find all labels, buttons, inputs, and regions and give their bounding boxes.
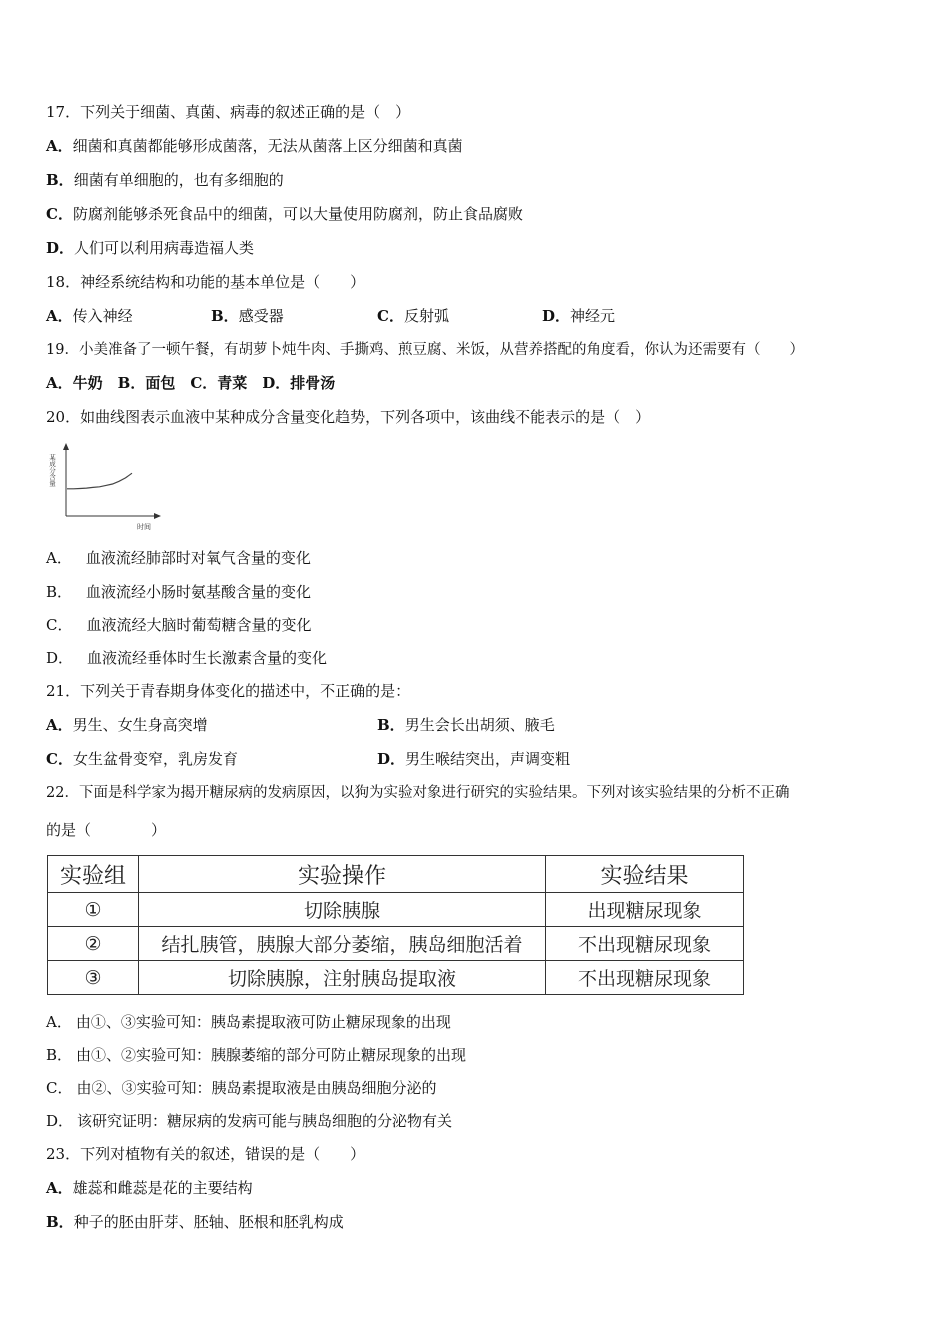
table-cell: 不出现糖尿现象 (546, 961, 744, 995)
option-label: A． (46, 1179, 73, 1197)
q18-stem: 18．神经系统结构和功能的基本单位是（ ） (46, 273, 366, 291)
option-label: B． (377, 716, 405, 734)
q18-option-d (542, 306, 615, 326)
option-label: A． (46, 1013, 72, 1031)
table-row (48, 927, 744, 961)
option-label: D． (377, 750, 406, 768)
table-row (48, 961, 744, 995)
option-text: 血液流经垂体时生长激素含量的变化 (87, 649, 328, 667)
option-text: 由①、③实验可知：胰岛素提取液可防止糖尿现象的出现 (75, 1013, 451, 1031)
option-label: B． (46, 1046, 73, 1064)
option-label: C． (46, 750, 73, 768)
option-text: 男生、女生身高突增 (72, 716, 208, 734)
q17-option-b (46, 170, 284, 190)
q20-option-b (46, 582, 311, 602)
q20-line-chart (44, 440, 164, 535)
table-cell: ③ (48, 961, 139, 995)
q21-option-a (46, 715, 208, 735)
option-label: B． (211, 307, 239, 325)
option-text: 由②、③实验可知：胰岛素提取液是由胰岛细胞分泌的 (76, 1079, 437, 1097)
option-text: 神经元 (570, 307, 616, 325)
option-text: 防腐剂能够杀死食品中的细菌，可以大量使用防腐剂，防止食品腐败 (72, 205, 523, 223)
option-text: 血液流经大脑时葡萄糖含量的变化 (86, 616, 312, 634)
q22-option-b (46, 1045, 466, 1065)
option-label: A． (46, 307, 73, 325)
table-header-cell: 实验操作 (139, 856, 546, 893)
table-cell: 结扎胰管，胰腺大部分萎缩，胰岛细胞活着 (139, 927, 546, 961)
option-label: A． (46, 716, 73, 734)
q21-stem: 21．下列关于青春期身体变化的描述中，不正确的是： (46, 682, 411, 700)
q19-stem: 19．小美准备了一顿午餐，有胡萝卜炖牛肉、手撕鸡、煎豆腐、米饭，从营养搭配的角度看，你认为还需要有（ ） (46, 342, 804, 358)
q23-stem: 23．下列对植物有关的叙述，错误的是（ ） (46, 1145, 366, 1163)
q21-option-b (377, 715, 555, 735)
q20-option-d (46, 648, 327, 668)
q18-option-a (46, 306, 133, 326)
option-label: C． (46, 205, 73, 223)
option-text: 血液流经小肠时氨基酸含量的变化 (86, 583, 312, 601)
option-label: D． (46, 649, 74, 667)
option-label: D． (542, 307, 571, 325)
table-cell: ② (48, 927, 139, 961)
q18-option-b (211, 306, 284, 326)
q22-stem-line2: 的是（ ） (46, 821, 167, 839)
option-label: C． (46, 1079, 73, 1097)
option-label: B． (46, 583, 73, 601)
q18-option-c (377, 306, 449, 326)
table-row (48, 893, 744, 927)
q22-stem-line1: 22．下面是科学家为揭开糖尿病的发病原因，以狗为实验对象进行研究的实验结果。下列对该实验结果的分析不正确 (46, 785, 790, 801)
q17-option-c (46, 204, 523, 224)
q20-stem: 20．如曲线图表示血液中某种成分含量变化趋势，下列各项中，该曲线不能表示的是（ ） (46, 408, 651, 426)
option-text: 种子的胚由肝芽、胚轴、胚根和胚乳构成 (73, 1213, 344, 1231)
q21-option-d (377, 749, 570, 769)
option-text: 该研究证明：糖尿病的发病可能与胰岛细胞的分泌物有关 (77, 1112, 453, 1130)
option-label: D． (46, 1112, 74, 1130)
x-axis-label: 时间 (137, 523, 151, 531)
option-text: 女生盆骨变窄，乳房发育 (72, 750, 238, 768)
option-text: 男生会长出胡须、腋毛 (404, 716, 555, 734)
q23-option-b (46, 1212, 344, 1232)
option-label: C． (377, 307, 404, 325)
option-text: 细菌有单细胞的，也有多细胞的 (73, 171, 284, 189)
option-text: 人们可以利用病毒造福人类 (74, 239, 255, 257)
option-text: 血液流经肺部时对氧气含量的变化 (85, 549, 311, 567)
table-cell: 切除胰腺 (139, 893, 546, 927)
option-text: 反射弧 (403, 307, 449, 325)
option-label: C． (46, 616, 73, 634)
option-text: 细菌和真菌都能够形成菌落，无法从菌落上区分细菌和真菌 (72, 137, 463, 155)
option-label: B． (46, 171, 74, 189)
q20-option-a (46, 548, 311, 568)
option-label: B． (46, 1213, 74, 1231)
experiment-table (47, 855, 744, 995)
x-axis-arrow-icon (154, 513, 161, 519)
q17-option-a (46, 136, 463, 156)
q23-option-a (46, 1178, 253, 1198)
option-text: 由①、②实验可知：胰腺萎缩的部分可防止糖尿现象的出现 (76, 1046, 467, 1064)
option-text: 感受器 (238, 307, 284, 325)
q19-options: A．牛奶 B．面包 C．青菜 D．排骨汤 (46, 374, 336, 392)
q22-option-a (46, 1012, 451, 1032)
option-text: 传入神经 (72, 307, 133, 325)
y-axis-label: 某成分含量 (48, 454, 56, 487)
q22-option-c (46, 1078, 437, 1098)
data-series-line (67, 473, 132, 489)
q21-option-c (46, 749, 238, 769)
y-axis-arrow-icon (63, 443, 69, 450)
table-cell: 不出现糖尿现象 (546, 927, 744, 961)
table-header-row (48, 856, 744, 893)
table-header-cell: 实验结果 (546, 856, 744, 893)
q22-option-d (46, 1111, 452, 1131)
q17-stem: 17．下列关于细菌、真菌、病毒的叙述正确的是（ ） (46, 103, 411, 121)
option-label: A． (46, 137, 73, 155)
table-cell: ① (48, 893, 139, 927)
table-cell: 切除胰腺，注射胰岛提取液 (139, 961, 546, 995)
option-label: A． (46, 549, 72, 567)
q20-option-c (46, 615, 312, 635)
q17-option-d (46, 238, 254, 258)
option-text: 雄蕊和雌蕊是花的主要结构 (72, 1179, 253, 1197)
table-header-cell: 实验组 (48, 856, 139, 893)
option-text: 男生喉结突出，声调变粗 (405, 750, 571, 768)
table-cell: 出现糖尿现象 (546, 893, 744, 927)
option-label: D． (46, 239, 75, 257)
